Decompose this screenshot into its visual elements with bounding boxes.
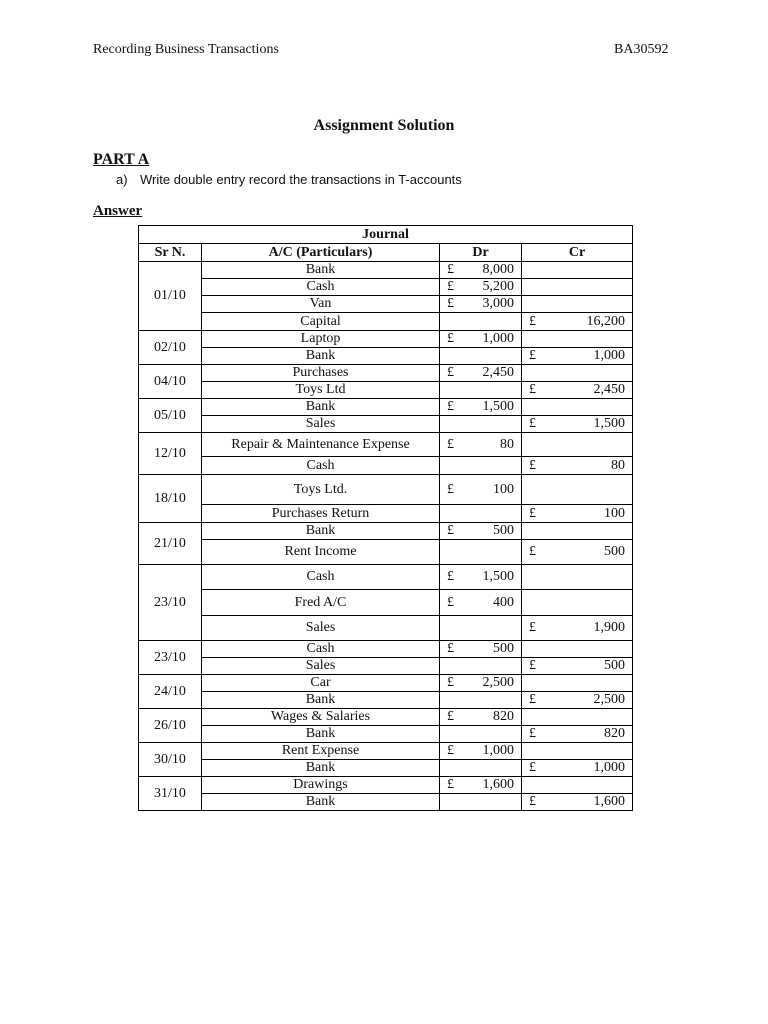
dr-value: 8,000 [482, 262, 514, 277]
entry-date: 05/10 [139, 399, 202, 433]
cr-value: 1,600 [593, 794, 625, 809]
cr-amount [522, 296, 633, 313]
cr-amount [522, 565, 633, 590]
entry-date: 01/10 [139, 262, 202, 331]
column-header-dr: Dr [440, 244, 522, 262]
account-name: Bank [202, 692, 440, 709]
cr-amount [522, 433, 633, 457]
dr-value: 500 [493, 523, 514, 538]
table-row [139, 726, 633, 743]
dr-amount [440, 313, 522, 331]
cr-amount [522, 523, 633, 540]
cr-amount [522, 348, 633, 365]
dr-value: 820 [493, 709, 514, 724]
table-row [139, 296, 633, 313]
journal-table [138, 225, 633, 811]
cr-value: 1,000 [593, 348, 625, 363]
dr-value: 100 [493, 481, 514, 497]
dr-amount [440, 743, 522, 760]
entry-date: 18/10 [139, 475, 202, 523]
entry-date: 23/10 [139, 641, 202, 675]
dr-amount [440, 457, 522, 475]
table-row [139, 399, 633, 416]
question-text: Write double entry record the transactions in T-accounts [140, 172, 462, 187]
account-name: Laptop [202, 331, 440, 348]
account-name: Bank [202, 760, 440, 777]
dr-amount [440, 590, 522, 616]
account-name: Bank [202, 262, 440, 279]
account-name: Wages & Salaries [202, 709, 440, 726]
answer-heading: Answer [93, 203, 143, 219]
currency-symbol: £ [447, 594, 454, 610]
cr-value: 1,900 [593, 620, 625, 635]
dr-value: 2,500 [482, 675, 514, 690]
currency-symbol: £ [529, 794, 536, 809]
table-row [139, 505, 633, 523]
cr-amount [522, 590, 633, 616]
currency-symbol: £ [447, 296, 454, 311]
journal-title: Journal [139, 226, 633, 244]
currency-symbol: £ [447, 331, 454, 346]
cr-value: 80 [611, 457, 625, 473]
cr-amount [522, 262, 633, 279]
currency-symbol: £ [447, 399, 454, 414]
cr-amount [522, 726, 633, 743]
cr-amount [522, 760, 633, 777]
table-row [139, 279, 633, 296]
cr-amount [522, 475, 633, 505]
table-row [139, 692, 633, 709]
table-row [139, 743, 633, 760]
dr-amount [440, 279, 522, 296]
currency-symbol: £ [447, 743, 454, 758]
dr-amount [440, 777, 522, 794]
currency-symbol: £ [447, 481, 454, 497]
column-header-particulars: A/C (Particulars) [202, 244, 440, 262]
currency-symbol: £ [529, 457, 536, 473]
account-name: Toys Ltd. [202, 475, 440, 505]
table-row [139, 616, 633, 641]
cr-amount [522, 505, 633, 523]
dr-amount [440, 675, 522, 692]
cr-amount [522, 313, 633, 331]
cr-value: 500 [604, 658, 625, 673]
dr-amount [440, 565, 522, 590]
table-row [139, 433, 633, 457]
account-name: Drawings [202, 777, 440, 794]
dr-value: 80 [500, 436, 514, 452]
entry-date: 30/10 [139, 743, 202, 777]
dr-amount [440, 692, 522, 709]
cr-value: 1,000 [593, 760, 625, 775]
account-name: Purchases [202, 365, 440, 382]
dr-value: 2,450 [482, 365, 514, 380]
account-name: Sales [202, 658, 440, 675]
account-name: Sales [202, 616, 440, 641]
table-row [139, 475, 633, 505]
entry-date: 04/10 [139, 365, 202, 399]
account-name: Car [202, 675, 440, 692]
cr-value: 100 [604, 505, 625, 521]
cr-amount [522, 616, 633, 641]
entry-date: 24/10 [139, 675, 202, 709]
dr-amount [440, 433, 522, 457]
table-row [139, 331, 633, 348]
table-row [139, 457, 633, 475]
cr-value: 500 [604, 544, 625, 559]
dr-amount [440, 331, 522, 348]
account-name: Purchases Return [202, 505, 440, 523]
account-name: Cash [202, 565, 440, 590]
table-row [139, 348, 633, 365]
dr-amount [440, 416, 522, 433]
entry-date: 02/10 [139, 331, 202, 365]
currency-symbol: £ [447, 262, 454, 277]
dr-value: 5,200 [482, 279, 514, 294]
currency-symbol: £ [529, 544, 536, 559]
currency-symbol: £ [447, 675, 454, 690]
table-row [139, 709, 633, 726]
table-row [139, 641, 633, 658]
journal-body [139, 262, 633, 811]
column-header-cr: Cr [522, 244, 633, 262]
dr-value: 400 [493, 594, 514, 610]
currency-symbol: £ [447, 523, 454, 538]
account-name: Rent Expense [202, 743, 440, 760]
account-name: Bank [202, 794, 440, 811]
cr-value: 1,500 [593, 416, 625, 431]
header-course-code: BA30592 [614, 42, 669, 57]
dr-value: 3,000 [482, 296, 514, 311]
cr-amount [522, 331, 633, 348]
account-name: Bank [202, 348, 440, 365]
dr-amount [440, 365, 522, 382]
cr-amount [522, 692, 633, 709]
currency-symbol: £ [447, 709, 454, 724]
account-name: Repair & Maintenance Expense [202, 433, 440, 457]
currency-symbol: £ [529, 348, 536, 363]
dr-amount [440, 540, 522, 565]
dr-amount [440, 296, 522, 313]
dr-amount [440, 794, 522, 811]
part-heading: PART A [93, 151, 150, 168]
account-name: Fred A/C [202, 590, 440, 616]
currency-symbol: £ [529, 505, 536, 521]
cr-amount [522, 540, 633, 565]
currency-symbol: £ [529, 382, 536, 397]
table-row [139, 760, 633, 777]
dr-amount [440, 726, 522, 743]
table-row [139, 365, 633, 382]
table-row [139, 416, 633, 433]
entry-date: 12/10 [139, 433, 202, 475]
currency-symbol: £ [447, 279, 454, 294]
table-row [139, 523, 633, 540]
dr-amount [440, 616, 522, 641]
dr-value: 500 [493, 641, 514, 656]
table-row [139, 675, 633, 692]
currency-symbol: £ [529, 416, 536, 431]
account-name: Capital [202, 313, 440, 331]
cr-amount [522, 675, 633, 692]
header-course-title: Recording Business Transactions [93, 42, 279, 57]
account-name: Cash [202, 457, 440, 475]
dr-amount [440, 641, 522, 658]
dr-amount [440, 658, 522, 675]
dr-value: 1,600 [482, 777, 514, 792]
question-line [116, 172, 462, 187]
table-row [139, 313, 633, 331]
account-name: Sales [202, 416, 440, 433]
entry-date: 26/10 [139, 709, 202, 743]
dr-amount [440, 523, 522, 540]
dr-amount [440, 760, 522, 777]
table-row [139, 262, 633, 279]
dr-amount [440, 262, 522, 279]
currency-symbol: £ [529, 760, 536, 775]
currency-symbol: £ [529, 658, 536, 673]
account-name: Bank [202, 399, 440, 416]
dr-amount [440, 399, 522, 416]
currency-symbol: £ [447, 436, 454, 452]
dr-amount [440, 348, 522, 365]
currency-symbol: £ [447, 365, 454, 380]
column-header-sr: Sr N. [139, 244, 202, 262]
table-row [139, 658, 633, 675]
dr-amount [440, 709, 522, 726]
account-name: Bank [202, 523, 440, 540]
currency-symbol: £ [529, 620, 536, 635]
dr-amount [440, 475, 522, 505]
table-row [139, 794, 633, 811]
dr-value: 1,000 [482, 743, 514, 758]
currency-symbol: £ [447, 569, 454, 584]
cr-value: 16,200 [586, 313, 625, 329]
table-row [139, 777, 633, 794]
table-row [139, 565, 633, 590]
cr-amount [522, 399, 633, 416]
account-name: Van [202, 296, 440, 313]
entry-date: 21/10 [139, 523, 202, 565]
cr-amount [522, 777, 633, 794]
currency-symbol: £ [529, 692, 536, 707]
cr-amount [522, 382, 633, 399]
dr-amount [440, 505, 522, 523]
currency-symbol: £ [529, 726, 536, 741]
dr-value: 1,000 [482, 331, 514, 346]
currency-symbol: £ [529, 313, 536, 329]
account-name: Cash [202, 641, 440, 658]
cr-amount [522, 743, 633, 760]
account-name: Cash [202, 279, 440, 296]
page-title: Assignment Solution [313, 117, 455, 134]
cr-amount [522, 457, 633, 475]
table-row [139, 590, 633, 616]
cr-amount [522, 794, 633, 811]
cr-value: 820 [604, 726, 625, 741]
account-name: Bank [202, 726, 440, 743]
account-name: Toys Ltd [202, 382, 440, 399]
table-row [139, 540, 633, 565]
currency-symbol: £ [447, 641, 454, 656]
dr-value: 1,500 [482, 569, 514, 584]
cr-amount [522, 279, 633, 296]
cr-value: 2,450 [593, 382, 625, 397]
question-label: a) [116, 172, 128, 187]
cr-amount [522, 658, 633, 675]
table-row [139, 382, 633, 399]
cr-amount [522, 709, 633, 726]
entry-date: 31/10 [139, 777, 202, 811]
cr-amount [522, 416, 633, 433]
dr-value: 1,500 [482, 399, 514, 414]
currency-symbol: £ [447, 777, 454, 792]
cr-amount [522, 641, 633, 658]
account-name: Rent Income [202, 540, 440, 565]
cr-amount [522, 365, 633, 382]
dr-amount [440, 382, 522, 399]
cr-value: 2,500 [593, 692, 625, 707]
entry-date: 23/10 [139, 565, 202, 641]
